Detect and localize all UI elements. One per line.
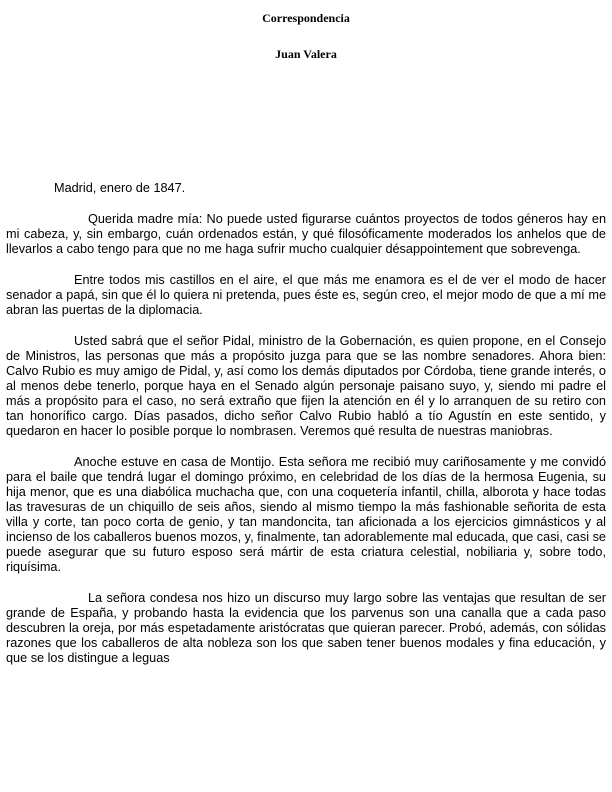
- paragraph-2: Entre todos mis castillos en el aire, el que más me enamora es el de ver el modo de hacer senador a papá, sin que él lo quiera ni pretenda, pues éste es, según creo, el mejor modo de que a mí me abran las puertas de la diplomacia.: [6, 273, 606, 317]
- letter-body: [6, 181, 606, 682]
- paragraph-4: Anoche estuve en casa de Montijo. Esta señora me recibió muy cariñosamente y me convidó para el baile que tendrá lugar el domingo próximo, en celebridad de los días de la hermosa Eugenia, su hija menor, que es una diabólica muchacha que, con una coquetería infantil, chilla, alborota y hace todas las travesuras de un chiquillo de seis años, siendo al mismo tiempo la más fashionable señorita de esta villa y corte, tan poco corta de genio, y tan mandoncita, tan aficionada a los ejercicios gimnásticos y al incienso de los caballeros buenos mozos, y, finalmente, tan adorablemente mal educada, que casi, casi se puede asegurar que su futuro esposo será mártir de esta criatura celestial, nobiliaria y, sobre todo, riquísima.: [6, 455, 606, 574]
- document-title: Correspondencia: [262, 11, 350, 25]
- paragraph-1: Querida madre mía: No puede usted figurarse cuántos proyectos de todos géneros hay en mi cabeza, y, sin embargo, cuán ordenados están, y qué filosóficamente moderados los anhelos que de llevarlos a cabo tengo para que no me haga sufrir mucho cualquier désappointement que sobrevenga.: [6, 212, 606, 256]
- paragraph-3: Usted sabrá que el señor Pidal, ministro de la Gobernación, es quien propone, en el Consejo de Ministros, las personas que más a propósito juzga para que se las nombre senadores. Ahora bien: Calvo Rubio es muy amigo de Pidal, y, así como los demás diputados por Córdoba, tiene grande interés, o al menos debe tenerlo, porque haya en el Senado algún personaje paisano suyo, y, siendo mi padre el más a propósito para el caso, no será extraño que fijen la atención en él y lo arranquen de su retiro con tan honorífico cargo. Días pasados, dicho señor Calvo Rubio habló a tío Agustín en este sentido, y quedaron en hacer lo posible porque lo nombrasen. Veremos qué resulta de nuestras maniobras.: [6, 334, 606, 438]
- paragraph-5: La señora condesa nos hizo un discurso muy largo sobre las ventajas que resultan de ser grande de España, y probando hasta la evidencia que los parvenus son una canalla que a cada paso descubren la oreja, por más espetadamente aristócratas que quieran parecer. Probó, además, con sólidas razones que los caballeros de alta nobleza son los que saben tener buenos modales y fina educación, y que se los distingue a leguas: [6, 591, 606, 665]
- document-author: Juan Valera: [275, 47, 337, 61]
- letter-dateline: Madrid, enero de 1847.: [54, 181, 186, 195]
